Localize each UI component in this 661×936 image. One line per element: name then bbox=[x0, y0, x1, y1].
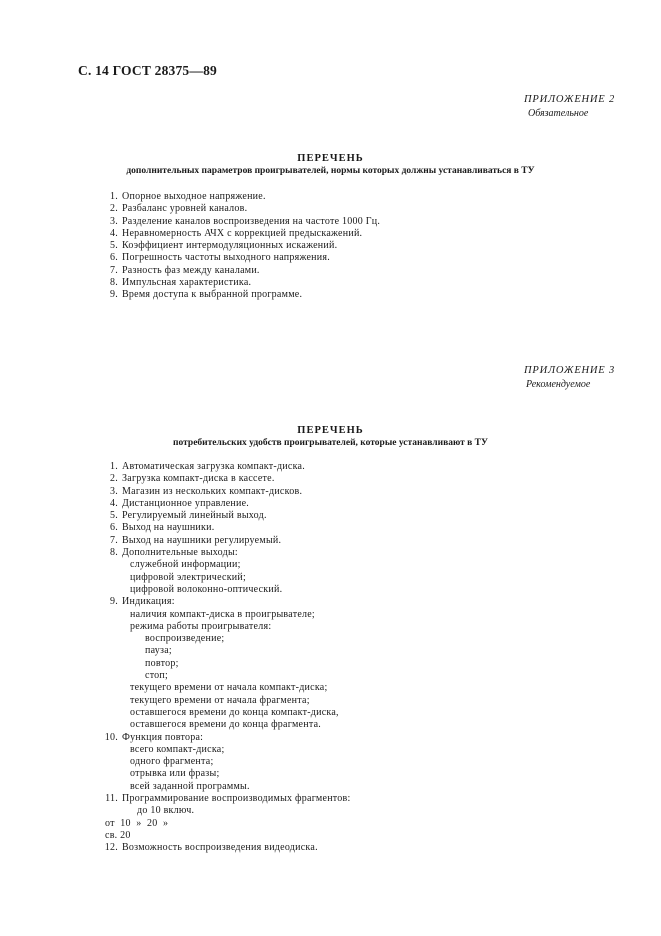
item-text: одного фрагмента; bbox=[130, 756, 214, 768]
list-subitem bbox=[122, 609, 351, 621]
list-subitem bbox=[122, 633, 351, 645]
item-text: цифровой электрический; bbox=[130, 571, 247, 583]
list-subitem bbox=[122, 559, 351, 571]
appendix-2-status: Обязательное bbox=[528, 108, 589, 119]
list-item bbox=[104, 842, 351, 854]
item-text: св. 20 bbox=[105, 829, 131, 841]
item-text: повтор; bbox=[145, 657, 179, 669]
item-text: Разделение каналов воспроизведения на частоте 1000 Гц. bbox=[122, 215, 381, 227]
list-item bbox=[110, 215, 381, 228]
item-number: 9. bbox=[110, 596, 118, 608]
appendix-3-label: ПРИЛОЖЕНИЕ 3 bbox=[524, 365, 615, 376]
list-item bbox=[110, 522, 351, 534]
item-text: Регулируемый линейный выход. bbox=[122, 510, 267, 522]
page-header: С. 14 ГОСТ 28375—89 bbox=[78, 63, 217, 78]
item-number: 11. bbox=[105, 793, 118, 805]
item-text: от 10 » 20 » bbox=[105, 817, 169, 829]
list-subitem bbox=[122, 805, 351, 817]
list-item bbox=[110, 510, 351, 522]
list-item bbox=[110, 473, 351, 485]
list-subitem bbox=[122, 756, 351, 768]
item-text: Выход на наушники регулируемый. bbox=[122, 534, 282, 546]
list-subitem bbox=[122, 572, 351, 584]
item-text: Автоматическая загрузка компакт-диска. bbox=[122, 461, 305, 472]
item-number: 2. bbox=[110, 203, 118, 215]
appendix-3-status: Рекомендуемое bbox=[526, 379, 591, 390]
list-subitem bbox=[105, 818, 351, 830]
item-number: 10. bbox=[104, 731, 118, 743]
list-subitem bbox=[122, 781, 351, 793]
list-subitem bbox=[122, 682, 351, 694]
item-number: 6. bbox=[110, 522, 118, 534]
list-subitem bbox=[122, 621, 351, 633]
item-number: 2. bbox=[110, 473, 118, 485]
item-text: стоп; bbox=[145, 670, 169, 682]
item-number: 6. bbox=[110, 252, 118, 264]
item-text: до 10 включ. bbox=[137, 805, 195, 817]
item-text: воспроизведение; bbox=[145, 633, 225, 645]
item-text: Разбаланс уровней каналов. bbox=[122, 203, 248, 215]
appendix-3-list bbox=[104, 461, 351, 855]
item-text: Неравномерность АЧХ с коррекцией предыскажений. bbox=[122, 227, 363, 239]
list-item bbox=[110, 485, 351, 498]
list-subitem bbox=[122, 719, 351, 731]
item-text: всего компакт-диска; bbox=[130, 743, 225, 755]
list-item bbox=[110, 227, 380, 240]
item-number: 1. bbox=[110, 191, 118, 202]
list-subitem bbox=[122, 645, 351, 657]
list-item bbox=[110, 252, 380, 264]
appendix-3-subtitle: потребительских удобств проигрывателей, которые устанавливают в ТУ bbox=[173, 438, 488, 448]
item-number: 8. bbox=[110, 547, 118, 559]
item-text: оставшегося времени до конца компакт-диска, bbox=[130, 706, 339, 718]
appendix-2-list bbox=[110, 191, 381, 302]
item-text: цифровой волоконно-оптический. bbox=[130, 583, 283, 595]
item-text: Магазин из нескольких компакт-дисков. bbox=[122, 485, 303, 497]
item-number: 4. bbox=[110, 497, 118, 509]
item-text: Загрузка компакт-диска в кассете. bbox=[122, 473, 275, 485]
list-subitem bbox=[122, 768, 351, 780]
item-text: Погрешность частоты выходного напряжения. bbox=[122, 252, 330, 264]
item-number: 7. bbox=[110, 264, 118, 276]
item-text: текущего времени от начала компакт-диска; bbox=[130, 682, 328, 694]
item-number: 8. bbox=[110, 277, 118, 289]
item-number: 4. bbox=[110, 227, 118, 239]
list-item bbox=[110, 264, 380, 277]
item-text: наличия компакт-диска в проигрывателе; bbox=[130, 608, 315, 620]
item-text: Импульсная характеристика. bbox=[122, 277, 252, 289]
item-text: Дистанционное управление. bbox=[122, 497, 250, 509]
appendix-2-label: ПРИЛОЖЕНИЕ 2 bbox=[524, 94, 615, 105]
item-text: Возможность воспроизведения видеодиска. bbox=[122, 842, 318, 854]
item-text: служебной информации; bbox=[130, 559, 241, 571]
list-subitem bbox=[122, 707, 351, 719]
item-text: Разность фаз между каналами. bbox=[122, 264, 260, 276]
item-text: всей заданной программы. bbox=[130, 780, 250, 792]
item-number: 12. bbox=[104, 842, 118, 854]
item-number: 5. bbox=[110, 240, 118, 252]
list-subitem bbox=[122, 744, 351, 756]
list-item bbox=[110, 497, 351, 510]
item-number: 7. bbox=[110, 534, 118, 546]
list-subitem bbox=[105, 830, 351, 842]
appendix-3-title: ПЕРЕЧЕНЬ bbox=[297, 425, 364, 436]
item-number: 9. bbox=[110, 289, 118, 301]
item-text: текущего времени от начала фрагмента; bbox=[130, 694, 310, 706]
list-item bbox=[110, 289, 380, 301]
list-subitem bbox=[122, 658, 351, 670]
list-item bbox=[110, 191, 380, 203]
list-item bbox=[110, 277, 380, 289]
list-item bbox=[110, 534, 351, 547]
item-text: Опорное выходное напряжение. bbox=[122, 191, 266, 202]
list-item bbox=[110, 596, 351, 608]
item-text: Индикация: bbox=[122, 596, 175, 608]
list-item bbox=[110, 461, 351, 473]
item-text: Программирование воспроизводимых фрагментов: bbox=[122, 793, 351, 805]
list-subitem bbox=[122, 584, 351, 596]
item-text: пауза; bbox=[145, 645, 172, 657]
item-number: 1. bbox=[110, 461, 118, 472]
item-text: Функция повтора: bbox=[122, 731, 204, 743]
appendix-2-subtitle: дополнительных параметров проигрывателей, нормы которых должны устанавливаться в ТУ bbox=[126, 166, 535, 176]
item-text: Дополнительные выходы: bbox=[122, 547, 238, 559]
list-item bbox=[105, 793, 351, 805]
item-text: оставшегося времени до конца фрагмента. bbox=[130, 719, 322, 731]
item-text: Коэффициент интермодуляционных искажений. bbox=[122, 240, 338, 252]
list-subitem bbox=[122, 670, 351, 682]
item-text: отрывка или фразы; bbox=[130, 768, 220, 780]
list-subitem bbox=[122, 695, 351, 707]
list-item bbox=[110, 203, 380, 215]
list-item bbox=[110, 240, 380, 252]
item-number: 5. bbox=[110, 510, 118, 522]
appendix-2-title: ПЕРЕЧЕНЬ bbox=[297, 153, 364, 164]
item-text: режима работы проигрывателя: bbox=[130, 620, 272, 632]
item-number: 3. bbox=[110, 485, 118, 497]
list-item bbox=[104, 731, 351, 744]
list-item bbox=[110, 547, 351, 559]
item-text: Время доступа к выбранной программе. bbox=[122, 289, 303, 301]
item-text: Выход на наушники. bbox=[122, 522, 215, 534]
item-number: 3. bbox=[110, 215, 118, 227]
